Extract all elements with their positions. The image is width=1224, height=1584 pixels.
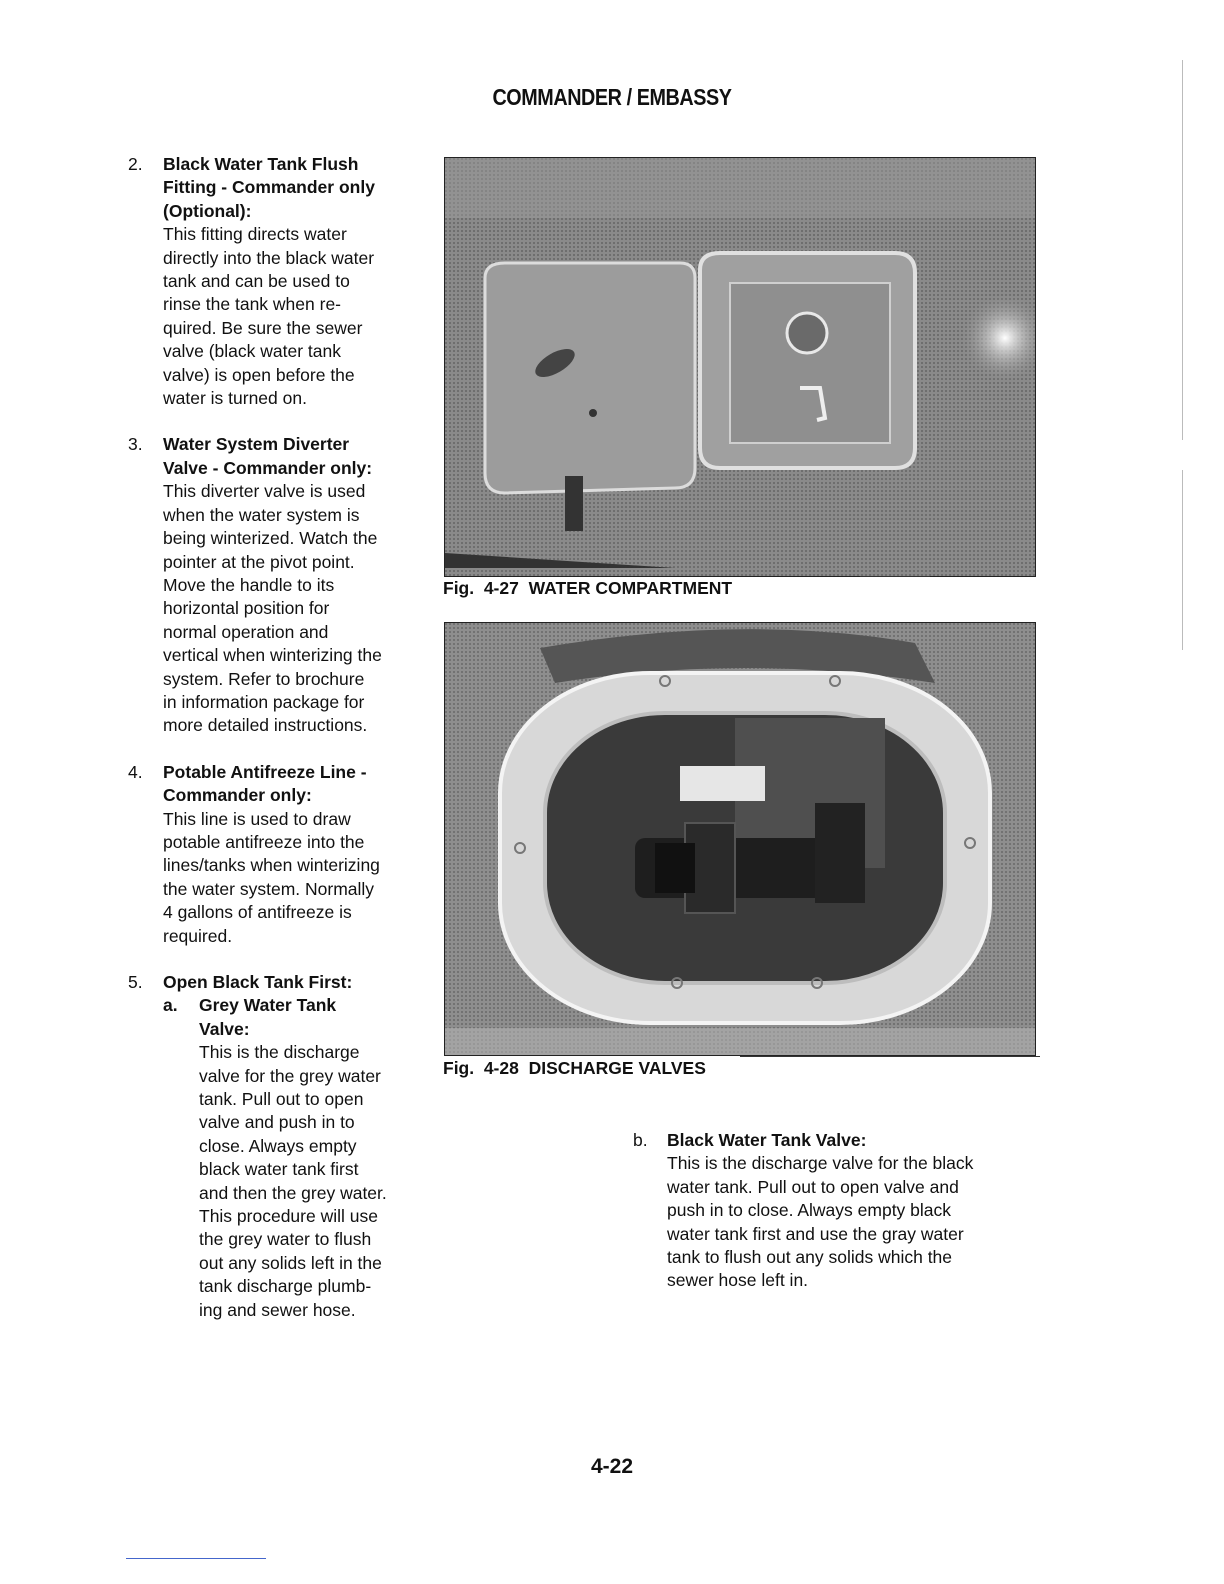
sub-item-a <box>163 994 428 1322</box>
sub-item-title: Grey Water Tank Valve: <box>199 995 337 1039</box>
page-number: 4-22 <box>590 1455 634 1478</box>
item-body: This diverter valve is used when the water system is being winterized. Watch the pointer at the pivot point. Move the handle to its horizontal position for normal operation and vertical when winterizing the system. Refer to brochure in information package for more detailed instructions. <box>163 481 382 736</box>
list-item-5 <box>128 971 428 1322</box>
item-number: 5. <box>128 972 143 992</box>
page-header: COMMANDER / EMBASSY <box>492 84 732 110</box>
figure-caption-4-28: Fig. 4-28 DISCHARGE VALVES <box>443 1058 706 1078</box>
caption-rule <box>860 576 930 577</box>
caption-rule <box>740 1056 1040 1057</box>
item-number: 4. <box>128 761 143 782</box>
left-column <box>128 153 428 1345</box>
figure-caption-4-27: Fig. 4-27 WATER COMPARTMENT <box>443 578 733 598</box>
item-title: Black Water Tank Flush Fitting - Commander only (Optional): <box>163 154 375 221</box>
list-item-3 <box>128 433 428 737</box>
discharge-valves-image <box>445 623 1035 1055</box>
item-title: Water System Diverter Valve - Commander only: <box>163 434 373 478</box>
item-number: 2. <box>128 154 143 174</box>
sub-item-letter: b. <box>633 1130 648 1150</box>
item-title: Potable Antifreeze Line - Commander only: <box>163 761 367 806</box>
item-title: Open Black Tank First: <box>163 972 353 992</box>
discharge-valves-photo <box>444 622 1036 1056</box>
right-column <box>633 1129 1023 1293</box>
list-item-4 <box>128 761 428 948</box>
water-compartment-image <box>445 158 1035 576</box>
sub-item-body: This is the discharge valve for the grey water tank. Pull out to open valve and push in to close. Always empty black water tank first and then the grey water. This procedure will use the grey water to flush out any solids left in the tank discharge plumb- ing and sewer hose. <box>199 1042 387 1320</box>
item-number: 3. <box>128 434 143 455</box>
sub-item-b <box>633 1129 1023 1293</box>
footer-rule <box>126 1558 266 1559</box>
item-body: This fitting directs water directly into the black water tank and can be used to rinse the tank when re- quired. Be sure the sewer valve (black water tank valve) is open before the water is turned on. <box>163 224 375 409</box>
sub-item-letter: a. <box>163 995 178 1016</box>
scan-edge-mark <box>1182 60 1183 440</box>
water-compartment-photo <box>444 157 1036 577</box>
scan-edge-mark <box>1182 470 1183 650</box>
item-body: This line is used to draw potable antifreeze into the lines/tanks when winterizing the water system. Normally 4 gallons of antifreeze is required. <box>163 808 380 946</box>
sub-item-title: Black Water Tank Valve: <box>667 1130 867 1150</box>
list-item-2 <box>128 153 428 410</box>
sub-item-body: This is the discharge valve for the black water tank. Pull out to open valve and push in to close. Always empty black water tank first and use the gray water tank to flush out any solids which the sewer hose left in. <box>667 1153 974 1291</box>
